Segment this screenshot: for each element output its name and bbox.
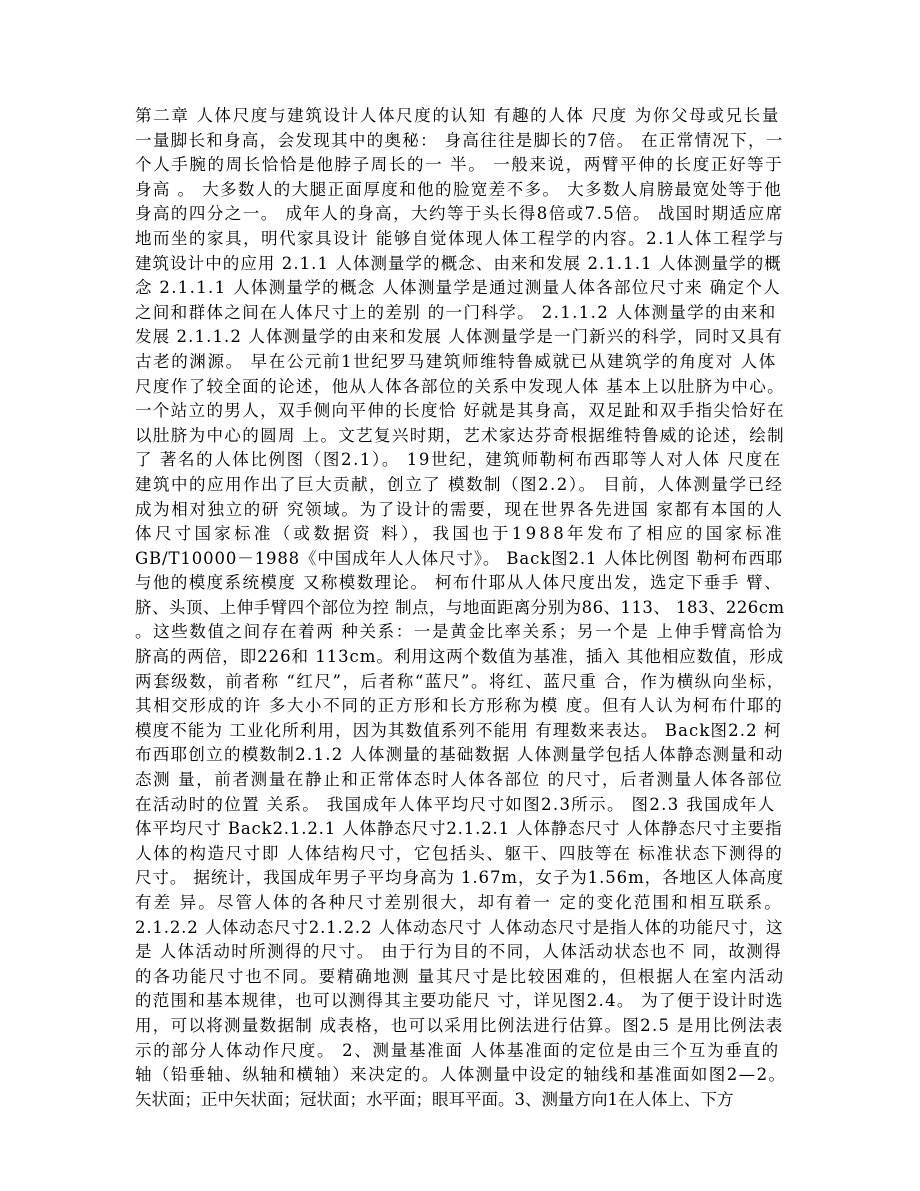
text-line: 有差 异。尽管人体的各种尺寸差别很大，却有着一 定的变化范围和相互联系。 (135, 893, 783, 912)
body-text (135, 104, 785, 1112)
text-line: 态测 量，前者测量在静止和正常体态时人体各部位 的尺寸，后者测量人体各部位 (135, 770, 784, 790)
text-line: GB/T10000－1988《中国成年人人体尺寸》。 Back图2.1 人体比例图 勒柯布西耶 (135, 548, 784, 568)
text-line: 发展 2.1.1.2 人体测量学的由来和发展 人体测量学是一门新兴的科学，同时又具有 (135, 327, 783, 347)
text-line: 成为相对独立的研 究领域。为了设计的需要，现在世界各先进国 家都有本国的人 (135, 499, 784, 519)
text-line: 体平均尺寸 Back2.1.2.1 人体静态尺寸2.1.2.1 人体静态尺寸 人体静态尺寸主要指 (135, 819, 783, 839)
text-line: 的范围和基本规律，也可以测得其主要功能尺 寸，详见图2.4。 为了便于设计时选 (135, 991, 784, 1011)
text-line: 尺度作了较全面的论述，他从人体各部位的关系中发现人体 基本上以肚脐为中心。 (135, 376, 785, 396)
text-line: 2.1.2.2 人体动态尺寸2.1.2.2 人体动态尺寸 人体动态尺寸是指人体的功能尺寸，这 (135, 917, 784, 937)
text-line: 人体的构造尺寸即 人体结构尺寸，它包括头、躯干、四肢等在 标准状态下测得的 (135, 843, 784, 863)
text-line: 脐、头顶、上伸手臂四个部位为控 制点，与地面距离分别为86、113、 183、226cm (135, 597, 785, 617)
text-line: 一个站立的男人，双手侧向平伸的长度恰 好就是其身高，双足趾和双手指尖恰好在 (135, 401, 785, 421)
text-line: 模度不能为 工业化所利用，因为其数值系列不能用 有理数来表达。 Back图2.2 柯 (135, 720, 782, 740)
text-line: 用，可以将测量数据制 成表格，也可以采用比例法进行估算。图2.5 是用比例法表 (135, 1015, 784, 1035)
text-line: 。这些数值之间存在着两 种关系：一是黄金比率关系；另一个是 上伸手臂高恰为 (135, 622, 784, 642)
text-line: 其相交形成的许 多大小不同的正方形和长方形称为模 度。但有人认为柯布什耶的 (135, 696, 784, 716)
text-line: 古老的渊源。 早在公元前1世纪罗马建筑师维特鲁威就已从建筑学的角度对 人体 (135, 351, 777, 371)
text-line: 示的部分人体动作尺度。 2、测量基准面 人体基准面的定位是由三个互为垂直的 (135, 1040, 780, 1060)
text-line: 以肚脐为中心的圆周 上。文艺复兴时期，艺术家达芬奇根据维特鲁威的论述，绘制 (135, 425, 785, 445)
text-line: 是 人体活动时所测得的尺寸。 由于行为目的不同，人体活动状态也不 同，故测得 (135, 942, 783, 962)
text-line: 地而坐的家具，明代家具设计 能够自觉体现人体工程学的内容。2.1人体工程学与 (135, 228, 785, 248)
text-line: 脐高的两倍，即226和 113cm。利用这两个数值为基准，插入 其他相应数值，形成 (135, 647, 785, 667)
text-line: 布西耶创立的模数制2.1.2 人体测量的基础数据 人体测量学包括人体静态测量和动 (135, 745, 784, 765)
text-line: 的各功能尺寸也不同。要精确地测 量其尺寸是比较困难的，但根据人在室内活动 (135, 966, 785, 986)
text-line: 体尺寸国家标准（或数据资 料），我国也于1988年发布了相应的国家标准 (135, 524, 785, 544)
text-line: 一量脚长和身高，会发现其中的奥秘： 身高往往是脚长的7倍。 在正常情况下，一 (135, 130, 784, 150)
text-line: 念 2.1.1.1 人体测量学的概念 人体测量学是通过测量人体各部位尺寸来 确定个人 (135, 278, 782, 298)
text-line: 第二章 人体尺度与建筑设计人体尺度的认知 有趣的人体 尺度 为你父母或兄长量 (135, 106, 781, 125)
text-line: 与他的模度系统模度 又称模数理论。 柯布什耶从人体尺度出发，选定下垂手 臂、 (135, 573, 783, 593)
text-line: 身高 。 大多数人的大腿正面厚度和他的脸宽差不多。 大多数人肩膀最宽处等于他 (135, 179, 783, 199)
text-line: 了 著名的人体比例图（图2.1）。 19世纪，建筑师勒柯布西耶等人对人体 尺度在 (135, 450, 782, 470)
text-line: 轴（铅垂轴、纵轴和横轴）来决定的。人体测量中设定的轴线和基准面如图2—2。 (135, 1065, 787, 1085)
text-line: 尺寸。 据统计，我国成年男子平均身高为 1.67m，女子为1.56m，各地区人体高度 (135, 868, 785, 888)
text-line: 在活动时的位置 关系。 我国成年人体平均尺寸如图2.3所示。 图2.3 我国成年人 (135, 794, 776, 814)
text-line: 之间和群体之间在人体尺寸上的差别 的一门科学。 2.1.1.2 人体测量学的由来和 (135, 302, 777, 322)
text-line: 两套级数，前者称 “红尺”，后者称“蓝尺”。将红、蓝尺重 合，作为横纵向坐标， (135, 671, 785, 691)
text-line: 建筑设计中的应用 2.1.1 人体测量学的概念、由来和发展 2.1.1.1 人体测量学的概 (135, 253, 782, 273)
text-line: 个人手腕的周长恰恰是他脖子周长的一 半。 一般来说，两臂平伸的长度正好等于 (135, 155, 784, 175)
text-line: 矢状面；正中矢状面；冠状面；水平面；眼耳平面。3、测量方向1在人体上、下方 (135, 1089, 734, 1109)
text-line: 建筑中的应用作出了巨大贡献，创立了 模数制（图2.2）。 目前，人体测量学已经 (135, 474, 784, 494)
text-line: 身高的四分之一。 成年人的身高，大约等于头长得8倍或7.5倍。 战国时期适应席 (135, 204, 784, 224)
